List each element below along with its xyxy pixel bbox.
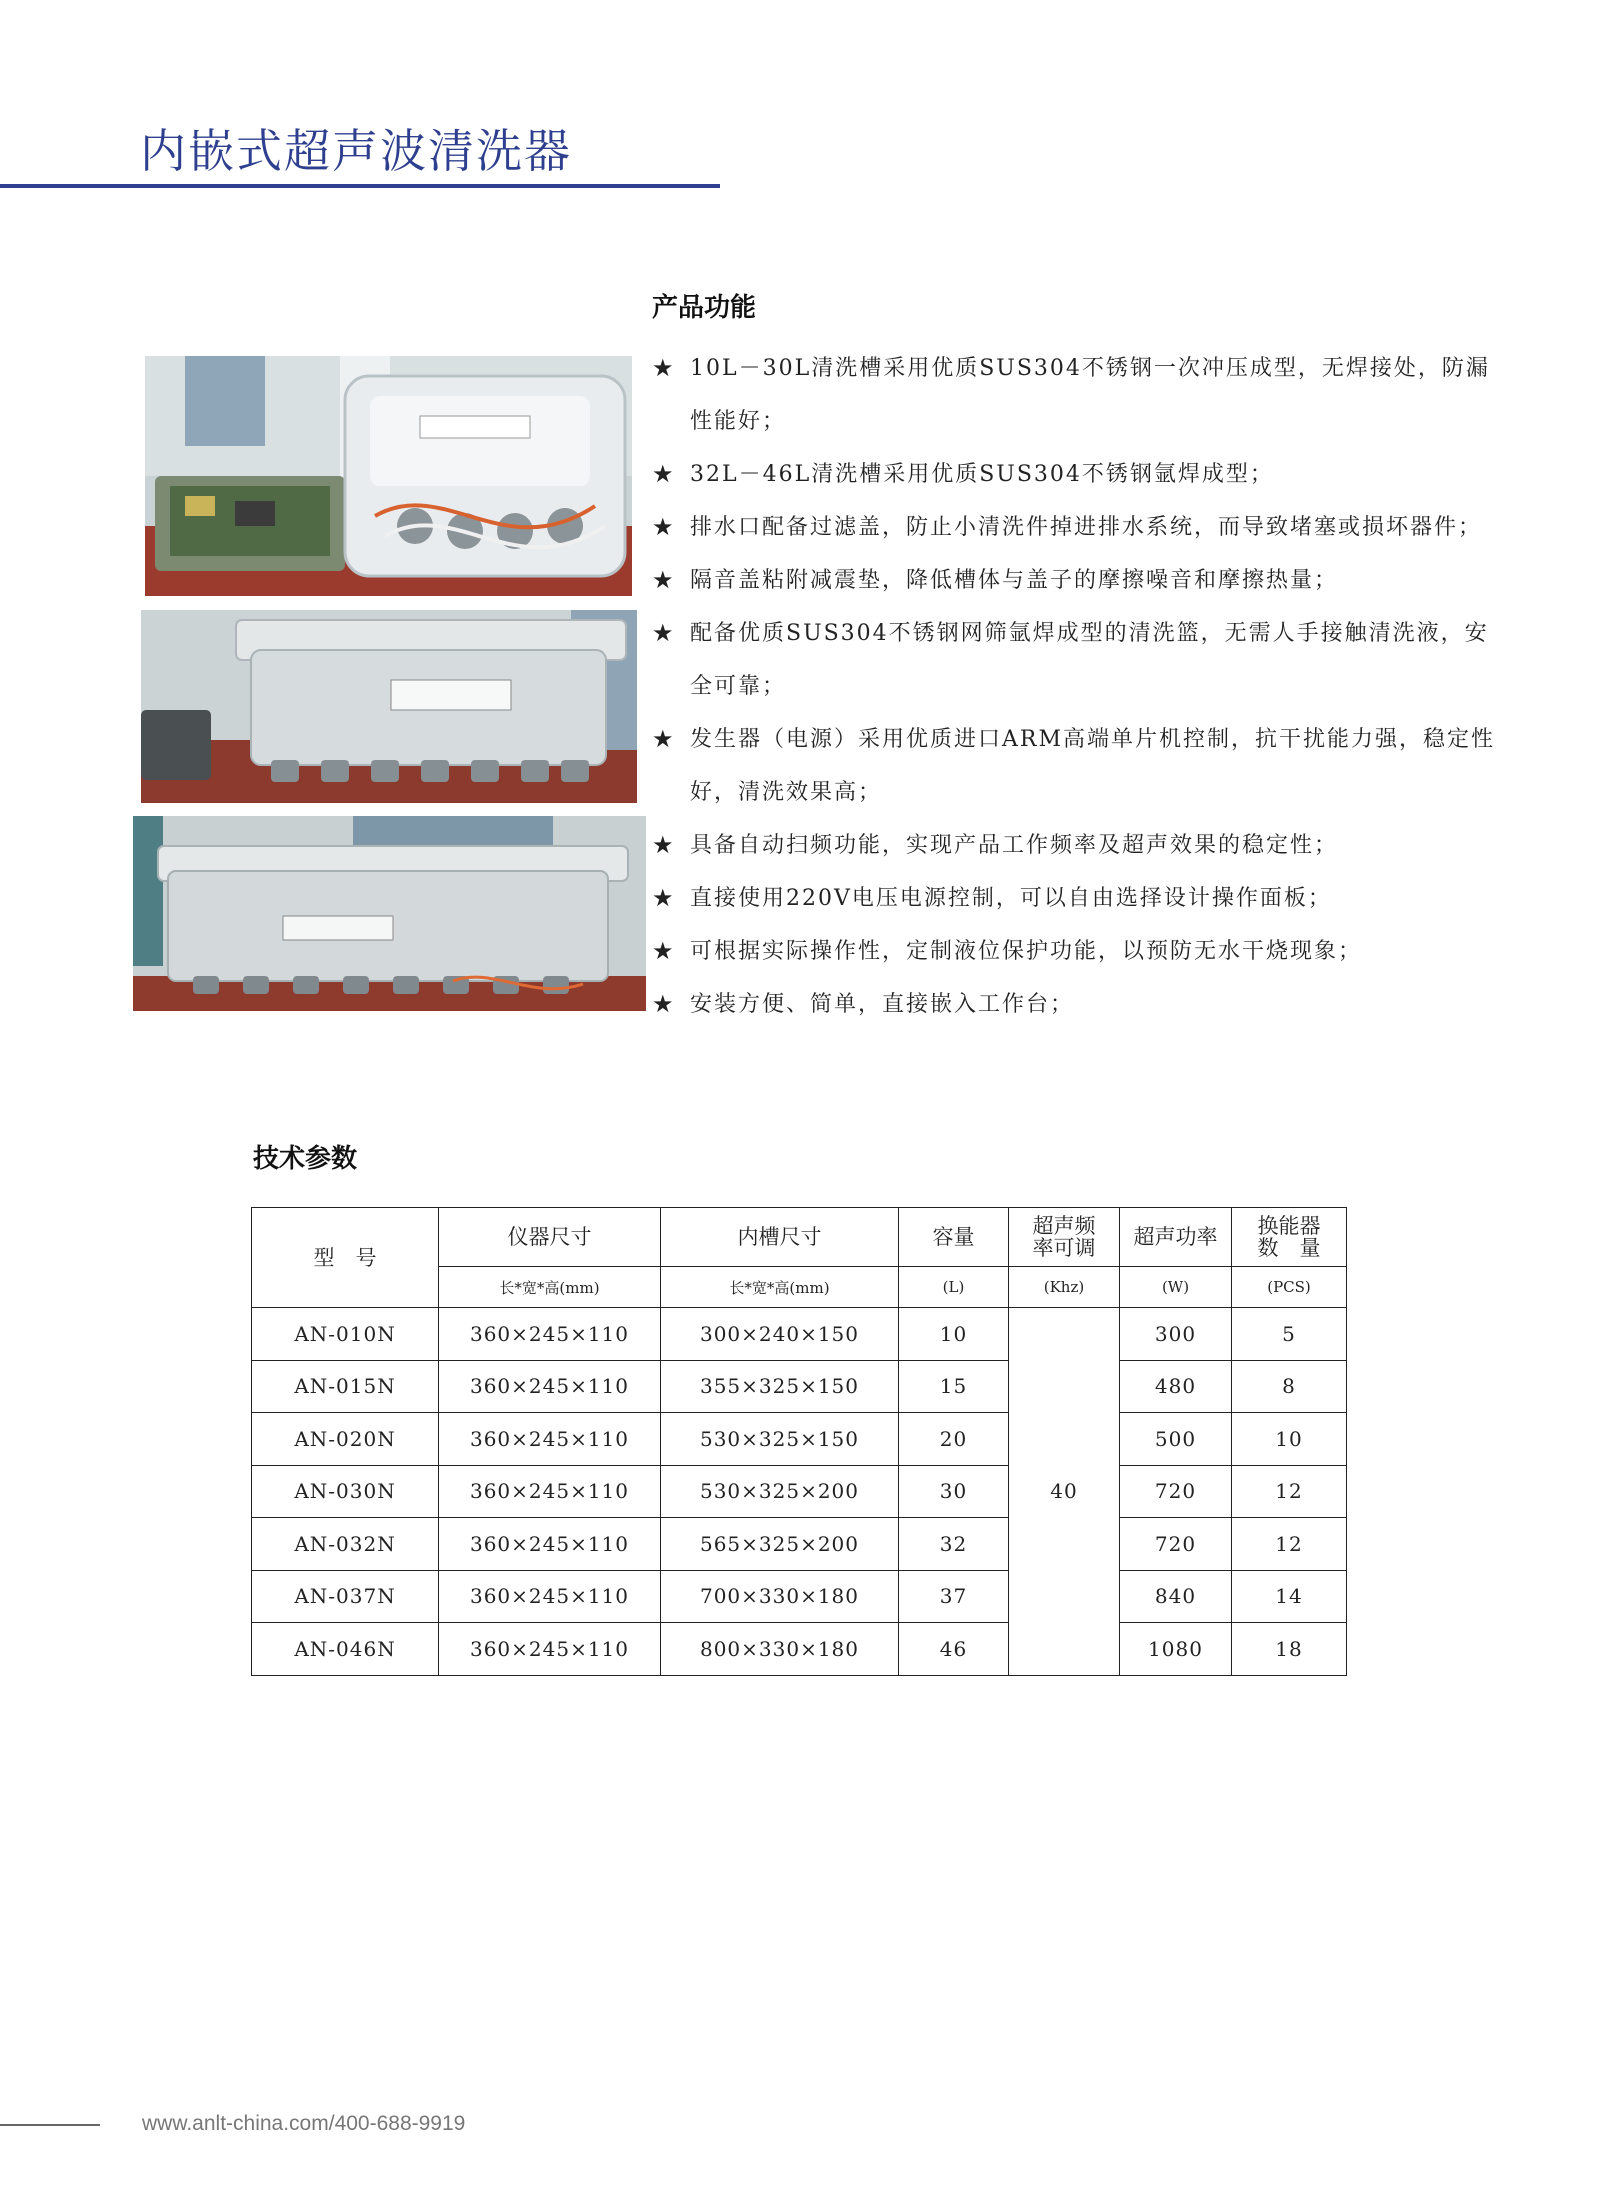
title-underline [0,184,720,188]
feature-item: ★ 隔音盖粘附减震垫，降低槽体与盖子的摩擦噪音和摩擦热量； [652,554,1512,607]
star-bullet-icon: ★ [652,831,676,859]
header-model: 型 号 [252,1208,439,1308]
product-photo-tank-side [133,816,646,1011]
footer-contact: www.anlt-china.com/400-688-9919 [142,2112,466,2135]
feature-item: ★ 可根据实际操作性，定制液位保护功能，以预防无水干烧现象； [652,925,1512,978]
star-bullet-icon: ★ [652,937,676,965]
header-capacity: 容量 [899,1208,1009,1267]
unit-power: (W) [1120,1267,1232,1308]
features-list [652,342,1512,1031]
star-bullet-icon: ★ [652,884,676,912]
unit-transducers: (PCS) [1232,1267,1347,1308]
feature-item: ★ 发生器（电源）采用优质进口ARM高端单片机控制，抗干扰能力强，稳定性好，清洗效果高； [652,713,1512,819]
feature-item: ★ 10L－30L清洗槽采用优质SUS304不锈钢一次冲压成型，无焊接处，防漏性能好； [652,342,1512,448]
feature-item: ★ 配备优质SUS304不锈钢网筛氩焊成型的清洗篮，无需人手接触清洗液，安全可靠； [652,607,1512,713]
table-row: AN-015N 360×245×110 355×325×150 15 480 8 [252,1360,1347,1413]
frequency-cell: 40 [1009,1308,1120,1676]
spec-table [251,1207,1347,1676]
header-tank-size: 内槽尺寸 [661,1208,899,1267]
unit-capacity: (L) [899,1267,1009,1308]
feature-item: ★ 排水口配备过滤盖，防止小清洗件掉进排水系统，而导致堵塞或损坏器件； [652,501,1512,554]
product-photo-tank-front [141,610,637,803]
header-device-size: 仪器尺寸 [439,1208,661,1267]
star-bullet-icon: ★ [652,566,676,594]
header-transducers: 换能器 数 量 [1232,1208,1347,1267]
unit-frequency: (Khz) [1009,1267,1120,1308]
star-bullet-icon: ★ [652,513,676,541]
product-photo-generator-and-tank [145,356,632,596]
star-bullet-icon: ★ [652,619,676,647]
feature-item: ★ 具备自动扫频功能，实现产品工作频率及超声效果的稳定性； [652,819,1512,872]
table-row: AN-030N 360×245×110 530×325×200 30 720 12 [252,1465,1347,1518]
page-title: 内嵌式超声波清洗器 [140,124,572,178]
star-bullet-icon: ★ [652,354,676,382]
table-row: AN-037N 360×245×110 700×330×180 37 840 14 [252,1570,1347,1623]
unit-device-size: 长*宽*高(mm) [439,1267,661,1308]
header-power: 超声功率 [1120,1208,1232,1267]
star-bullet-icon: ★ [652,725,676,753]
feature-item: ★ 安装方便、简单，直接嵌入工作台； [652,978,1512,1031]
specs-heading: 技术参数 [253,1144,358,1174]
features-heading: 产品功能 [652,293,757,323]
table-row: AN-046N 360×245×110 800×330×180 46 1080 18 [252,1623,1347,1676]
star-bullet-icon: ★ [652,460,676,488]
header-frequency: 超声频 率可调 [1009,1208,1120,1267]
table-row: AN-020N 360×245×110 530×325×150 20 500 10 [252,1413,1347,1466]
feature-item: ★ 直接使用220V电压电源控制，可以自由选择设计操作面板； [652,872,1512,925]
table-row: AN-032N 360×245×110 565×325×200 32 720 12 [252,1518,1347,1571]
table-header-row [252,1208,1347,1267]
unit-tank-size: 长*宽*高(mm) [661,1267,899,1308]
table-row: AN-010N 360×245×110 300×240×150 10 40 300 5 [252,1308,1347,1361]
star-bullet-icon: ★ [652,990,676,1018]
footer-rule [0,2124,100,2126]
feature-item: ★ 32L－46L清洗槽采用优质SUS304不锈钢氩焊成型； [652,448,1512,501]
